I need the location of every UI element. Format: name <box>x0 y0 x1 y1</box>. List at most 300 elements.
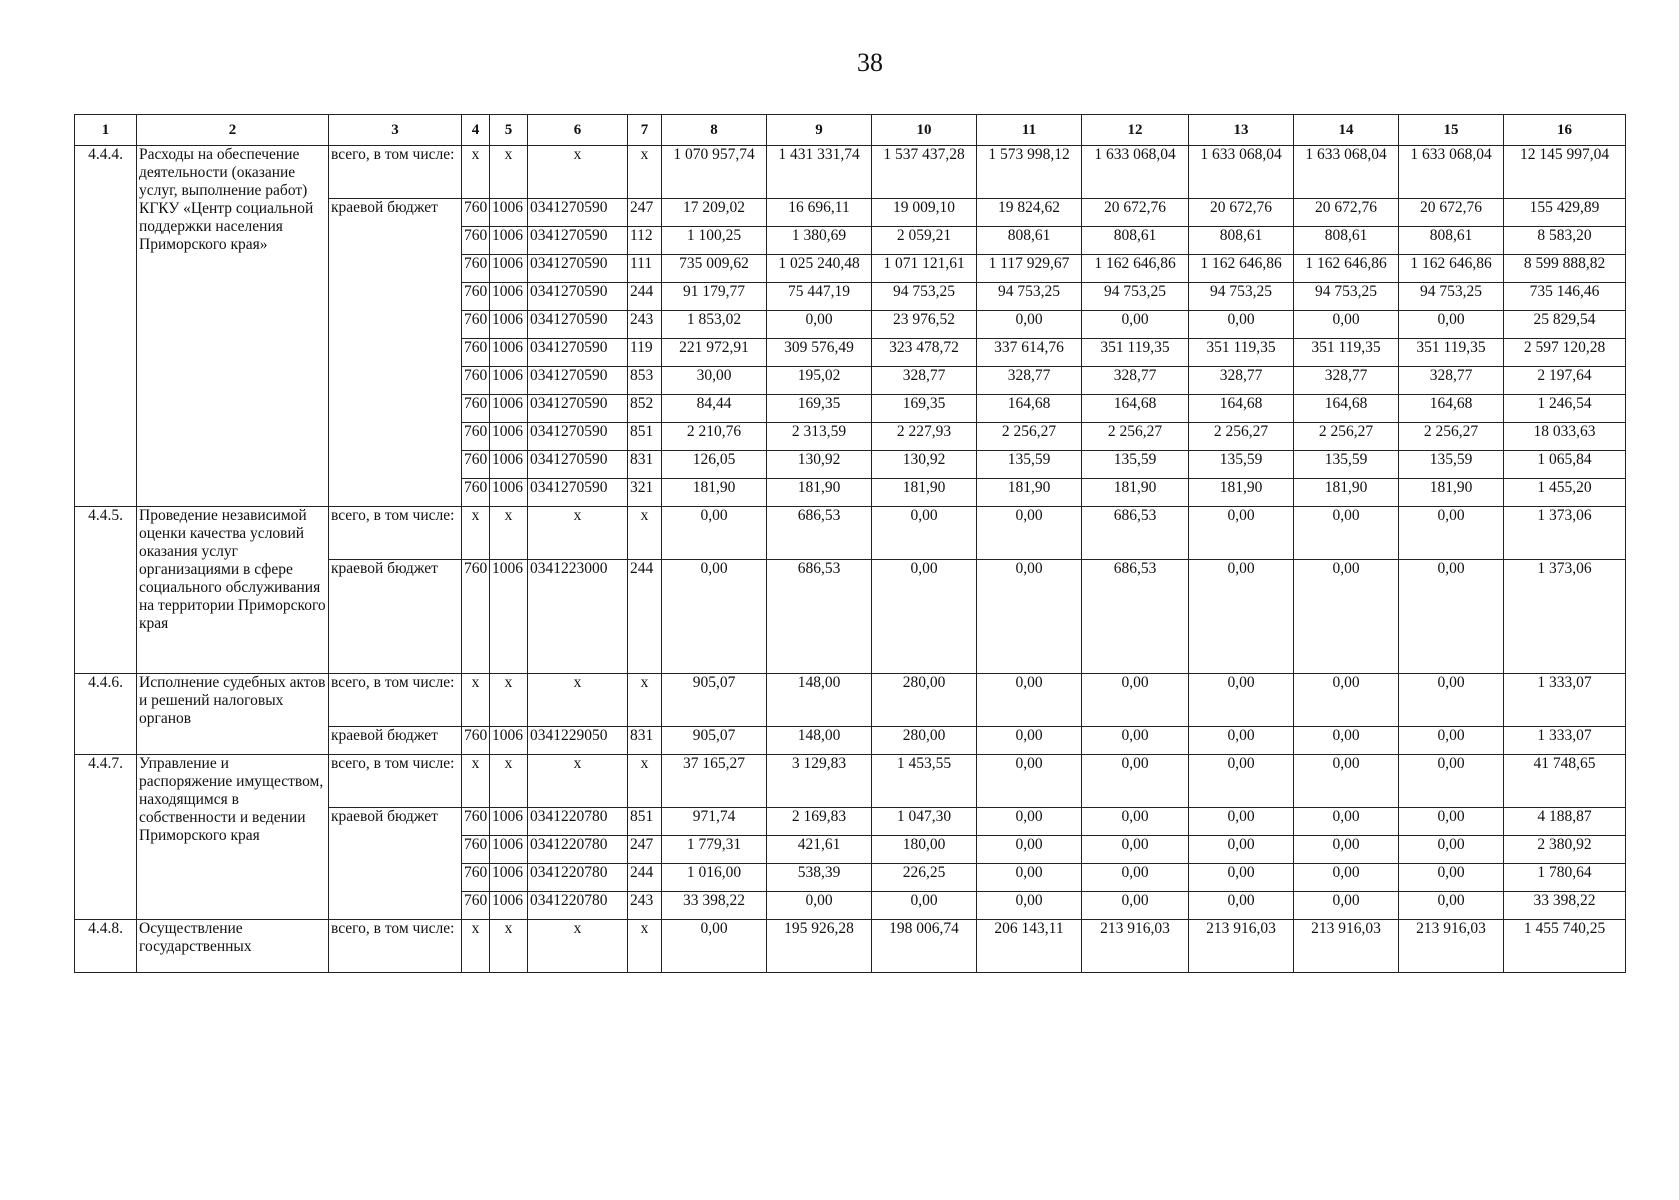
column-header-11: 11 <box>977 115 1082 146</box>
value-cell: 0,00 <box>1294 674 1399 727</box>
value-cell: 0,00 <box>1399 892 1504 920</box>
code-expense-type: 831 <box>628 451 662 479</box>
value-cell: 323 478,72 <box>872 339 977 367</box>
value-cell: 2 313,59 <box>767 423 872 451</box>
value-cell: 686,53 <box>767 507 872 560</box>
value-cell: 41 748,65 <box>1504 755 1626 808</box>
value-cell: 20 672,76 <box>1189 199 1294 227</box>
value-cell: 0,00 <box>1399 755 1504 808</box>
code-c5: x <box>490 146 528 199</box>
code-target: 0341220780 <box>528 864 628 892</box>
code-target: 0341229050 <box>528 727 628 755</box>
value-cell: 0,00 <box>767 892 872 920</box>
source-label: краевой бюджет <box>329 560 462 674</box>
item-name: Осуществление государственных <box>137 920 329 973</box>
source-total-label: всего, в том числе: <box>329 920 462 973</box>
value-cell: 2 380,92 <box>1504 836 1626 864</box>
value-cell: 18 033,63 <box>1504 423 1626 451</box>
value-cell: 2 256,27 <box>1294 423 1399 451</box>
value-cell: 0,00 <box>1189 864 1294 892</box>
value-cell: 1 853,02 <box>662 311 767 339</box>
value-cell: 328,77 <box>1189 367 1294 395</box>
value-cell: 181,90 <box>662 479 767 507</box>
value-cell: 280,00 <box>872 727 977 755</box>
code-target: 0341270590 <box>528 367 628 395</box>
value-cell: 0,00 <box>1399 864 1504 892</box>
code-section: 1006 <box>490 560 528 674</box>
value-cell: 0,00 <box>1294 560 1399 674</box>
code-c4: x <box>462 920 490 973</box>
value-cell: 3 129,83 <box>767 755 872 808</box>
source-total-label: всего, в том числе: <box>329 146 462 199</box>
column-header-2: 2 <box>137 115 329 146</box>
value-cell: 686,53 <box>1082 507 1189 560</box>
source-label: краевой бюджет <box>329 727 462 755</box>
value-cell: 0,00 <box>872 507 977 560</box>
code-target: 0341270590 <box>528 199 628 227</box>
value-cell: 0,00 <box>1082 892 1189 920</box>
code-section: 1006 <box>490 283 528 311</box>
value-cell: 1 117 929,67 <box>977 255 1082 283</box>
source-label: краевой бюджет <box>329 808 462 920</box>
code-section: 1006 <box>490 339 528 367</box>
value-cell: 148,00 <box>767 674 872 727</box>
column-header-6: 6 <box>528 115 628 146</box>
value-cell: 181,90 <box>767 479 872 507</box>
value-cell: 0,00 <box>1082 755 1189 808</box>
value-cell: 135,59 <box>1082 451 1189 479</box>
value-cell: 206 143,11 <box>977 920 1082 973</box>
code-grbs: 760 <box>462 864 490 892</box>
value-cell: 1 573 998,12 <box>977 146 1082 199</box>
value-cell: 328,77 <box>1399 367 1504 395</box>
value-cell: 686,53 <box>767 560 872 674</box>
value-cell: 1 100,25 <box>662 227 767 255</box>
code-section: 1006 <box>490 451 528 479</box>
value-cell: 30,00 <box>662 367 767 395</box>
code-grbs: 760 <box>462 479 490 507</box>
column-header-5: 5 <box>490 115 528 146</box>
value-cell: 686,53 <box>1082 560 1189 674</box>
code-section: 1006 <box>490 311 528 339</box>
value-cell: 808,61 <box>1189 227 1294 255</box>
value-cell: 905,07 <box>662 727 767 755</box>
value-cell: 0,00 <box>1189 507 1294 560</box>
value-cell: 37 165,27 <box>662 755 767 808</box>
item-name: Расходы на обеспечение деятельности (оказание услуг, выполнение работ) КГКУ «Центр социальной поддержки населения Приморского края» <box>137 146 329 507</box>
value-cell: 1 537 437,28 <box>872 146 977 199</box>
code-section: 1006 <box>490 864 528 892</box>
item-number: 4.4.7. <box>75 755 137 920</box>
value-cell: 0,00 <box>1294 892 1399 920</box>
value-cell: 94 753,25 <box>977 283 1082 311</box>
value-cell: 1 780,64 <box>1504 864 1626 892</box>
code-grbs: 760 <box>462 255 490 283</box>
value-cell: 0,00 <box>1399 674 1504 727</box>
code-c4: x <box>462 507 490 560</box>
value-cell: 735 146,46 <box>1504 283 1626 311</box>
code-grbs: 760 <box>462 227 490 255</box>
value-cell: 0,00 <box>1189 560 1294 674</box>
column-header-14: 14 <box>1294 115 1399 146</box>
code-section: 1006 <box>490 395 528 423</box>
section-total-row <box>75 507 1626 560</box>
column-header-12: 12 <box>1082 115 1189 146</box>
code-target: 0341220780 <box>528 836 628 864</box>
column-header-4: 4 <box>462 115 490 146</box>
value-cell: 221 972,91 <box>662 339 767 367</box>
code-expense-type: 247 <box>628 836 662 864</box>
value-cell: 2 197,64 <box>1504 367 1626 395</box>
value-cell: 181,90 <box>1399 479 1504 507</box>
source-total-label: всего, в том числе: <box>329 674 462 727</box>
value-cell: 84,44 <box>662 395 767 423</box>
value-cell: 20 672,76 <box>1399 199 1504 227</box>
value-cell: 0,00 <box>1082 311 1189 339</box>
value-cell: 0,00 <box>872 560 977 674</box>
code-grbs: 760 <box>462 423 490 451</box>
column-header-3: 3 <box>329 115 462 146</box>
value-cell: 280,00 <box>872 674 977 727</box>
value-cell: 808,61 <box>1082 227 1189 255</box>
code-section: 1006 <box>490 423 528 451</box>
value-cell: 1 162 646,86 <box>1189 255 1294 283</box>
value-cell: 0,00 <box>1399 311 1504 339</box>
code-target: 0341270590 <box>528 311 628 339</box>
value-cell: 1 431 331,74 <box>767 146 872 199</box>
code-c6: x <box>528 146 628 199</box>
value-cell: 2 256,27 <box>1082 423 1189 451</box>
value-cell: 2 059,21 <box>872 227 977 255</box>
value-cell: 538,39 <box>767 864 872 892</box>
code-section: 1006 <box>490 227 528 255</box>
value-cell: 94 753,25 <box>1294 283 1399 311</box>
source-total-label: всего, в том числе: <box>329 507 462 560</box>
value-cell: 309 576,49 <box>767 339 872 367</box>
value-cell: 1 047,30 <box>872 808 977 836</box>
value-cell: 1 162 646,86 <box>1082 255 1189 283</box>
value-cell: 180,00 <box>872 836 977 864</box>
value-cell: 169,35 <box>872 395 977 423</box>
value-cell: 0,00 <box>977 892 1082 920</box>
value-cell: 17 209,02 <box>662 199 767 227</box>
item-number: 4.4.5. <box>75 507 137 674</box>
value-cell: 0,00 <box>1082 808 1189 836</box>
value-cell: 0,00 <box>662 920 767 973</box>
value-cell: 1 333,07 <box>1504 674 1626 727</box>
value-cell: 20 672,76 <box>1294 199 1399 227</box>
value-cell: 2 210,76 <box>662 423 767 451</box>
value-cell: 0,00 <box>977 507 1082 560</box>
value-cell: 1 779,31 <box>662 836 767 864</box>
value-cell: 351 119,35 <box>1189 339 1294 367</box>
value-cell: 2 227,93 <box>872 423 977 451</box>
code-c4: x <box>462 146 490 199</box>
value-cell: 0,00 <box>1294 808 1399 836</box>
value-cell: 164,68 <box>1189 395 1294 423</box>
value-cell: 0,00 <box>1399 808 1504 836</box>
value-cell: 328,77 <box>1082 367 1189 395</box>
item-number: 4.4.8. <box>75 920 137 973</box>
code-target: 0341270590 <box>528 451 628 479</box>
value-cell: 328,77 <box>977 367 1082 395</box>
value-cell: 181,90 <box>872 479 977 507</box>
value-cell: 94 753,25 <box>1082 283 1189 311</box>
value-cell: 1 455 740,25 <box>1504 920 1626 973</box>
code-expense-type: 112 <box>628 227 662 255</box>
value-cell: 1 633 068,04 <box>1082 146 1189 199</box>
value-cell: 328,77 <box>1294 367 1399 395</box>
value-cell: 181,90 <box>1294 479 1399 507</box>
column-header-13: 13 <box>1189 115 1294 146</box>
value-cell: 1 455,20 <box>1504 479 1626 507</box>
column-header-10: 10 <box>872 115 977 146</box>
column-header-1: 1 <box>75 115 137 146</box>
code-grbs: 760 <box>462 727 490 755</box>
value-cell: 19 009,10 <box>872 199 977 227</box>
code-target: 0341270590 <box>528 283 628 311</box>
code-section: 1006 <box>490 255 528 283</box>
value-cell: 181,90 <box>977 479 1082 507</box>
value-cell: 0,00 <box>1082 864 1189 892</box>
value-cell: 33 398,22 <box>1504 892 1626 920</box>
section-total-row <box>75 755 1626 808</box>
value-cell: 94 753,25 <box>1399 283 1504 311</box>
value-cell: 164,68 <box>1399 395 1504 423</box>
value-cell: 8 599 888,82 <box>1504 255 1626 283</box>
value-cell: 135,59 <box>1399 451 1504 479</box>
value-cell: 0,00 <box>977 836 1082 864</box>
code-c5: x <box>490 755 528 808</box>
code-expense-type: 852 <box>628 395 662 423</box>
value-cell: 164,68 <box>1294 395 1399 423</box>
value-cell: 169,35 <box>767 395 872 423</box>
code-expense-type: 247 <box>628 199 662 227</box>
value-cell: 0,00 <box>1082 727 1189 755</box>
value-cell: 91 179,77 <box>662 283 767 311</box>
column-header-7: 7 <box>628 115 662 146</box>
code-c7: x <box>628 674 662 727</box>
code-target: 0341220780 <box>528 892 628 920</box>
code-c7: x <box>628 146 662 199</box>
item-number: 4.4.6. <box>75 674 137 755</box>
code-grbs: 760 <box>462 199 490 227</box>
code-c5: x <box>490 920 528 973</box>
value-cell: 25 829,54 <box>1504 311 1626 339</box>
code-target: 0341223000 <box>528 560 628 674</box>
code-expense-type: 111 <box>628 255 662 283</box>
code-c5: x <box>490 674 528 727</box>
code-expense-type: 243 <box>628 311 662 339</box>
value-cell: 1 071 121,61 <box>872 255 977 283</box>
value-cell: 1 246,54 <box>1504 395 1626 423</box>
code-c4: x <box>462 755 490 808</box>
value-cell: 213 916,03 <box>1082 920 1189 973</box>
budget-table <box>74 114 1626 973</box>
value-cell: 1 633 068,04 <box>1189 146 1294 199</box>
code-grbs: 760 <box>462 451 490 479</box>
value-cell: 4 188,87 <box>1504 808 1626 836</box>
code-grbs: 760 <box>462 808 490 836</box>
code-target: 0341270590 <box>528 339 628 367</box>
code-expense-type: 244 <box>628 283 662 311</box>
value-cell: 164,68 <box>1082 395 1189 423</box>
section-total-row <box>75 920 1626 973</box>
code-target: 0341270590 <box>528 479 628 507</box>
code-expense-type: 244 <box>628 560 662 674</box>
value-cell: 0,00 <box>977 864 1082 892</box>
value-cell: 1 633 068,04 <box>1399 146 1504 199</box>
code-expense-type: 851 <box>628 423 662 451</box>
code-expense-type: 244 <box>628 864 662 892</box>
value-cell: 0,00 <box>1399 560 1504 674</box>
value-cell: 0,00 <box>977 311 1082 339</box>
value-cell: 1 453,55 <box>872 755 977 808</box>
value-cell: 1 162 646,86 <box>1294 255 1399 283</box>
value-cell: 164,68 <box>977 395 1082 423</box>
value-cell: 213 916,03 <box>1189 920 1294 973</box>
value-cell: 2 256,27 <box>977 423 1082 451</box>
value-cell: 195 926,28 <box>767 920 872 973</box>
value-cell: 0,00 <box>1189 727 1294 755</box>
value-cell: 181,90 <box>1189 479 1294 507</box>
value-cell: 0,00 <box>1189 755 1294 808</box>
value-cell: 808,61 <box>1399 227 1504 255</box>
code-expense-type: 853 <box>628 367 662 395</box>
value-cell: 351 119,35 <box>1399 339 1504 367</box>
value-cell: 135,59 <box>1294 451 1399 479</box>
value-cell: 0,00 <box>1294 311 1399 339</box>
code-expense-type: 831 <box>628 727 662 755</box>
code-grbs: 760 <box>462 311 490 339</box>
section-total-row <box>75 146 1626 199</box>
value-cell: 0,00 <box>872 892 977 920</box>
value-cell: 195,02 <box>767 367 872 395</box>
code-expense-type: 119 <box>628 339 662 367</box>
value-cell: 0,00 <box>1082 674 1189 727</box>
value-cell: 808,61 <box>977 227 1082 255</box>
code-section: 1006 <box>490 479 528 507</box>
value-cell: 0,00 <box>767 311 872 339</box>
value-cell: 1 025 240,48 <box>767 255 872 283</box>
value-cell: 12 145 997,04 <box>1504 146 1626 199</box>
value-cell: 126,05 <box>662 451 767 479</box>
value-cell: 2 256,27 <box>1189 423 1294 451</box>
value-cell: 0,00 <box>977 674 1082 727</box>
value-cell: 16 696,11 <box>767 199 872 227</box>
value-cell: 1 016,00 <box>662 864 767 892</box>
value-cell: 1 380,69 <box>767 227 872 255</box>
value-cell: 337 614,76 <box>977 339 1082 367</box>
value-cell: 33 398,22 <box>662 892 767 920</box>
code-c7: x <box>628 507 662 560</box>
value-cell: 1 373,06 <box>1504 560 1626 674</box>
code-target: 0341270590 <box>528 227 628 255</box>
code-section: 1006 <box>490 892 528 920</box>
value-cell: 94 753,25 <box>1189 283 1294 311</box>
value-cell: 19 824,62 <box>977 199 1082 227</box>
value-cell: 1 070 957,74 <box>662 146 767 199</box>
column-header-15: 15 <box>1399 115 1504 146</box>
code-grbs: 760 <box>462 283 490 311</box>
item-number: 4.4.4. <box>75 146 137 507</box>
value-cell: 0,00 <box>977 755 1082 808</box>
column-header-16: 16 <box>1504 115 1626 146</box>
value-cell: 1 065,84 <box>1504 451 1626 479</box>
value-cell: 0,00 <box>1294 727 1399 755</box>
code-c6: x <box>528 674 628 727</box>
code-grbs: 760 <box>462 395 490 423</box>
page-number: 38 <box>857 48 883 77</box>
value-cell: 421,61 <box>767 836 872 864</box>
value-cell: 1 333,07 <box>1504 727 1626 755</box>
value-cell: 1 162 646,86 <box>1399 255 1504 283</box>
value-cell: 1 373,06 <box>1504 507 1626 560</box>
value-cell: 0,00 <box>662 560 767 674</box>
value-cell: 0,00 <box>1399 836 1504 864</box>
value-cell: 213 916,03 <box>1294 920 1399 973</box>
value-cell: 808,61 <box>1294 227 1399 255</box>
value-cell: 0,00 <box>1189 674 1294 727</box>
value-cell: 0,00 <box>1189 808 1294 836</box>
value-cell: 735 009,62 <box>662 255 767 283</box>
value-cell: 0,00 <box>977 560 1082 674</box>
code-c6: x <box>528 507 628 560</box>
value-cell: 213 916,03 <box>1399 920 1504 973</box>
code-grbs: 760 <box>462 836 490 864</box>
code-grbs: 760 <box>462 367 490 395</box>
value-cell: 8 583,20 <box>1504 227 1626 255</box>
code-section: 1006 <box>490 808 528 836</box>
value-cell: 198 006,74 <box>872 920 977 973</box>
source-total-label: всего, в том числе: <box>329 755 462 808</box>
value-cell: 2 256,27 <box>1399 423 1504 451</box>
value-cell: 0,00 <box>1189 311 1294 339</box>
value-cell: 0,00 <box>977 808 1082 836</box>
item-name: Проведение независимой оценки качества условий оказания услуг организациями в сфере социального обслуживания на территории Приморского края <box>137 507 329 674</box>
value-cell: 130,92 <box>872 451 977 479</box>
value-cell: 328,77 <box>872 367 977 395</box>
source-label: краевой бюджет <box>329 199 462 507</box>
value-cell: 351 119,35 <box>1294 339 1399 367</box>
code-expense-type: 243 <box>628 892 662 920</box>
code-section: 1006 <box>490 199 528 227</box>
value-cell: 0,00 <box>1294 507 1399 560</box>
code-c4: x <box>462 674 490 727</box>
code-c7: x <box>628 920 662 973</box>
code-grbs: 760 <box>462 339 490 367</box>
value-cell: 905,07 <box>662 674 767 727</box>
value-cell: 226,25 <box>872 864 977 892</box>
value-cell: 94 753,25 <box>872 283 977 311</box>
value-cell: 130,92 <box>767 451 872 479</box>
value-cell: 135,59 <box>1189 451 1294 479</box>
column-header-8: 8 <box>662 115 767 146</box>
value-cell: 2 169,83 <box>767 808 872 836</box>
item-name: Управление и распоряжение имуществом, находящимся в собственности и ведении Приморского края <box>137 755 329 920</box>
value-cell: 0,00 <box>1189 892 1294 920</box>
value-cell: 0,00 <box>1294 836 1399 864</box>
value-cell: 0,00 <box>1294 755 1399 808</box>
value-cell: 2 597 120,28 <box>1504 339 1626 367</box>
value-cell: 0,00 <box>1294 864 1399 892</box>
code-expense-type: 321 <box>628 479 662 507</box>
code-section: 1006 <box>490 727 528 755</box>
value-cell: 23 976,52 <box>872 311 977 339</box>
section-total-row <box>75 674 1626 727</box>
code-c5: x <box>490 507 528 560</box>
value-cell: 75 447,19 <box>767 283 872 311</box>
